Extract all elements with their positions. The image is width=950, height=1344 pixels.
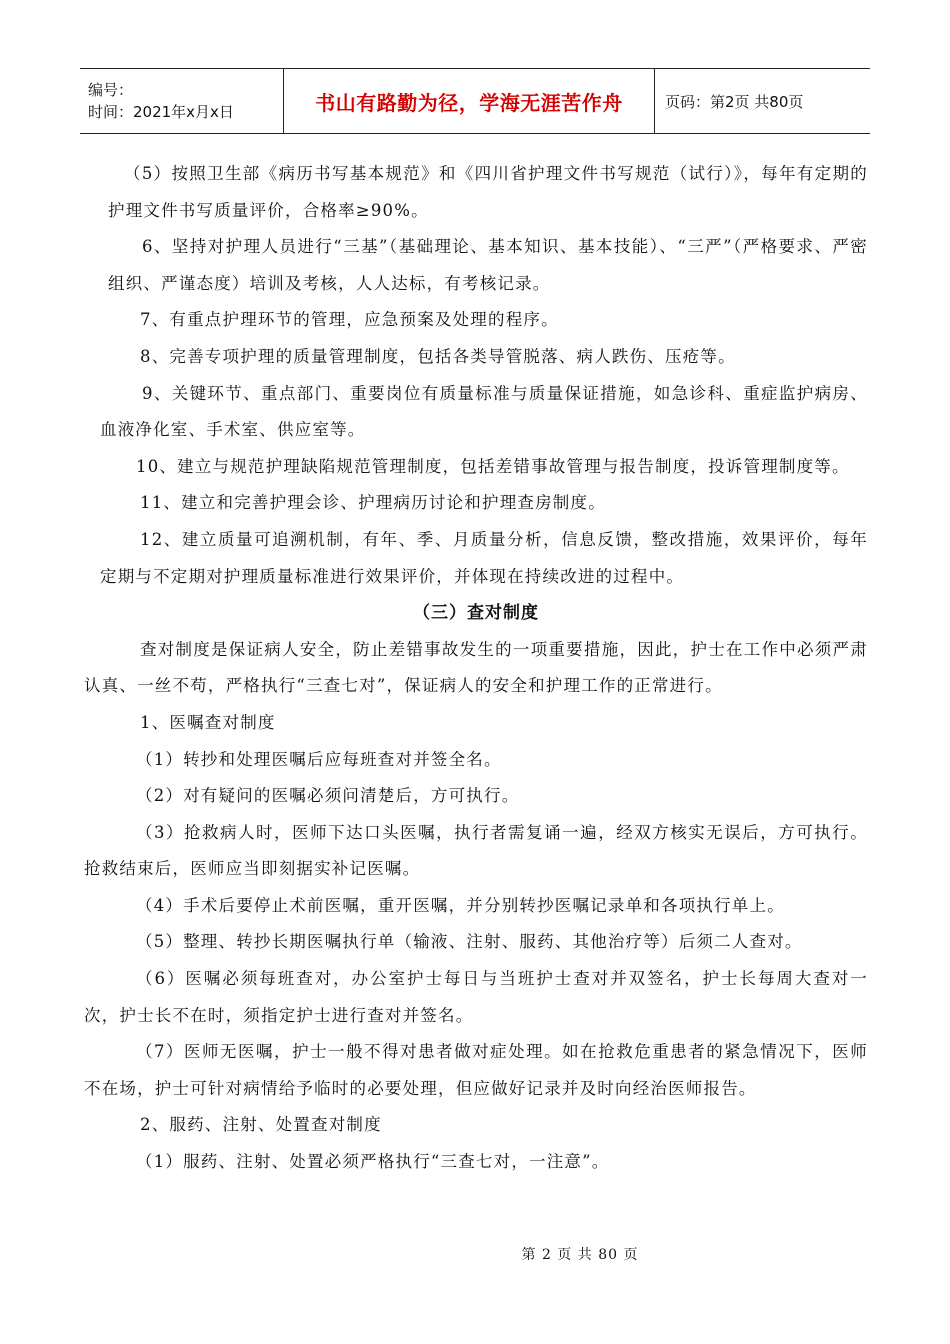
paragraph-group-verification — [84, 632, 868, 1181]
paragraph: 2、服药、注射、处置查对制度 — [140, 1115, 382, 1135]
paragraph: 9、关键环节、重点部门、重要岗位有质量标准与质量保证措施，如急诊科、重症监护病房、血液净化室、手术室、供应室等。 — [100, 383, 868, 440]
paragraph: 12、建立质量可追溯机制，有年、季、月质量分析，信息反馈，整改措施，效果评价，每年定期与不定期对护理质量标准进行效果评价，并体现在持续改进的过程中。 — [100, 529, 868, 586]
paragraph: （6）医嘱必须每班查对，办公室护士每日与当班护士查对并双签名，护士长每周大查对一次，护士长不在时，须指定护士进行查对并签名。 — [84, 969, 868, 1025]
document-header — [80, 68, 870, 134]
paragraph: （4）手术后要停止术前医嘱，重开医嘱，并分别转抄医嘱记录单和各项执行单上。 — [136, 895, 785, 915]
paragraph-group-quality — [84, 156, 868, 595]
header-motto-cell — [283, 69, 655, 133]
paragraph: （5）整理、转抄长期医嘱执行单（输液、注射、服药、其他治疗等）后须二人查对。 — [136, 932, 803, 952]
paragraph: 6、坚持对护理人员进行“三基”（基础理论、基本知识、基本技能）、“三严”（严格要求、严密组织、严谨态度）培训及考核，人人达标，有考核记录。 — [108, 237, 868, 293]
paragraph: （7）医师无医嘱，护士一般不得对患者做对症处理。如在抢救危重患者的紧急情况下，医师不在场，护士可针对病情给予临时的必要处理，但应做好记录并及时向经治医师报告。 — [84, 1042, 868, 1098]
header-page-info-cell — [655, 69, 870, 133]
section-title: （三）查对制度 — [413, 603, 539, 624]
paragraph: （1）转抄和处理医嘱后应每班查对并签全名。 — [136, 749, 502, 769]
paragraph: （5）按照卫生部《病历书写基本规范》和《四川省护理文件书写规范（试行）》，每年有定期的护理文件书写质量评价，合格率≥90%。 — [108, 164, 868, 220]
paragraph: （2）对有疑问的医嘱必须问清楚后，方可执行。 — [136, 786, 520, 806]
document-number-label: 编号： — [88, 81, 134, 99]
header-motto: 书山有路勤为径，学海无涯苦作舟 — [315, 90, 623, 115]
document-body — [84, 156, 868, 1181]
document-date: 时间：2021年x月x日 — [88, 103, 234, 121]
paragraph: 11、建立和完善护理会诊、护理病历讨论和护理查房制度。 — [140, 493, 606, 513]
header-meta — [80, 69, 283, 133]
page-footer: 第 2 页 共 80 页 — [521, 1247, 639, 1263]
paragraph: 1、医嘱查对制度 — [140, 712, 276, 732]
paragraph: 查对制度是保证病人安全，防止差错事故发生的一项重要措施，因此，护士在工作中必须严肃认真、一丝不苟，严格执行“三查七对”，保证病人的安全和护理工作的正常进行。 — [84, 639, 868, 696]
paragraph: （1）服药、注射、处置必须严格执行“三查七对，一注意”。 — [136, 1152, 610, 1172]
header-page-info: 页码：第2页 共80页 — [665, 92, 804, 111]
paragraph: 10、建立与规范护理缺陷规范管理制度，包括差错事故管理与报告制度，投诉管理制度等。 — [136, 456, 850, 476]
paragraph: 8、完善专项护理的质量管理制度，包括各类导管脱落、病人跌伤、压疮等。 — [140, 346, 736, 366]
paragraph: 7、有重点护理环节的管理，应急预案及处理的程序。 — [140, 310, 559, 330]
paragraph: （3）抢救病人时，医师下达口头医嘱，执行者需复诵一遍，经双方核实无误后，方可执行。抢救结束后，医师应当即刻据实补记医嘱。 — [84, 822, 868, 879]
